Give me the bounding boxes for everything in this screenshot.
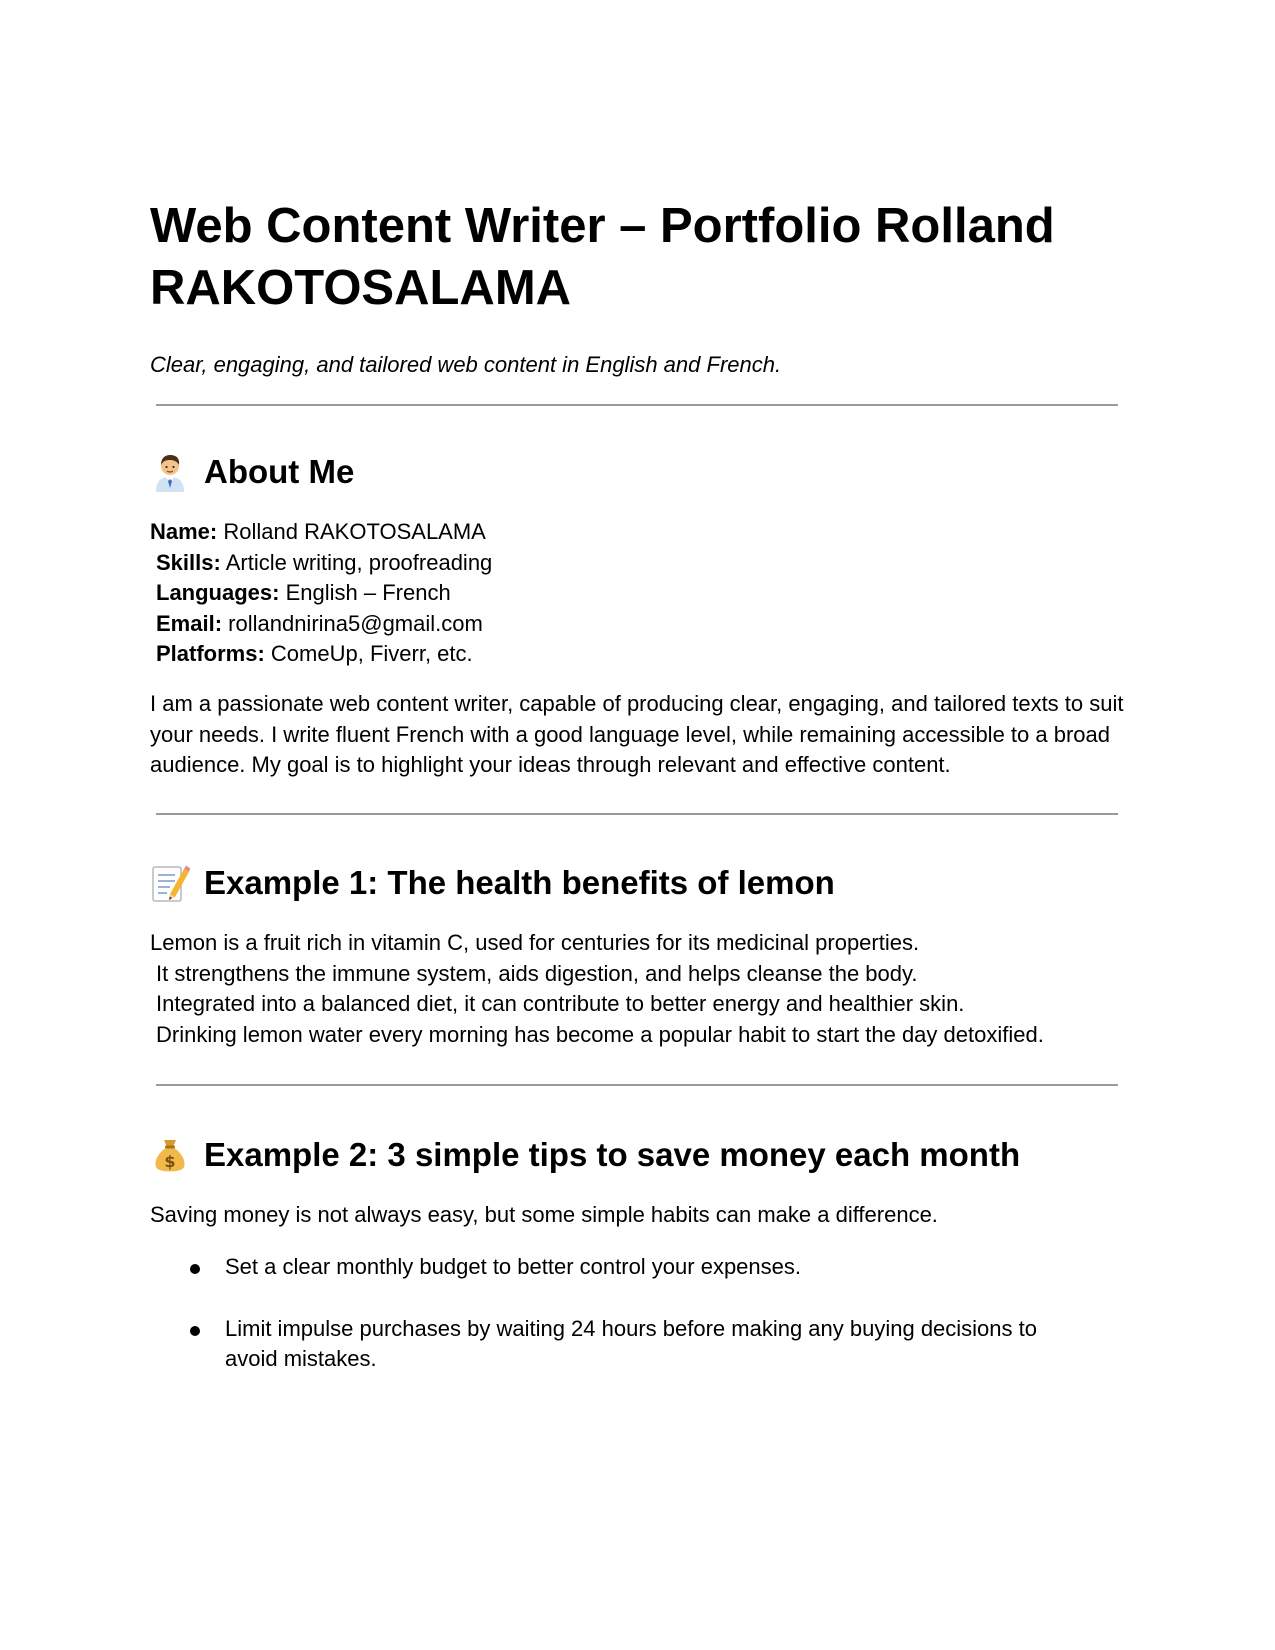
divider [156, 1084, 1118, 1086]
person-office-worker-icon [150, 452, 190, 492]
example2-heading [150, 1133, 1020, 1177]
about-heading [150, 450, 354, 494]
memo-pencil-icon [150, 863, 190, 903]
about-heading-text: About Me [204, 453, 355, 490]
list-item-text: Limit impulse purchases by waiting 24 hours before making any buying decisions to avoid mistakes. [225, 1315, 1037, 1371]
example1-line: It strengthens the immune system, aids digestion, and helps cleanse the body. [156, 960, 918, 986]
example1-line: Integrated into a balanced diet, it can contribute to better energy and healthier skin. [156, 991, 965, 1016]
example1-line: Drinking lemon water every morning has become a popular habit to start the day detoxified. [156, 1021, 1044, 1047]
example1-body [150, 928, 1044, 1050]
divider [156, 404, 1118, 406]
example1-line: Lemon is a fruit rich in vitamin C, used for centuries for its medicinal properties. [150, 930, 920, 955]
about-paragraph: I am a passionate web content writer, capable of producing clear, engaging, and tailored texts to suit your needs. I write fluent French with a good language level, while remaining accessible to a broad audience. My goal is to highlight your ideas through relevant and effective content. [150, 691, 1124, 777]
list-item [150, 1314, 1090, 1375]
money-bag-icon [150, 1135, 190, 1175]
example1-heading-text: Example 1: The health benefits of lemon [204, 864, 835, 901]
bullet-icon [190, 1326, 200, 1336]
about-fields [150, 517, 492, 670]
field-email: Email: rollandnirina5@gmail.com [156, 610, 483, 636]
list-item [150, 1252, 1090, 1283]
list-item-text: Set a clear monthly budget to better control your expenses. [225, 1254, 801, 1279]
divider [156, 813, 1118, 815]
page-subtitle: Clear, engaging, and tailored web content in English and French. [150, 352, 782, 377]
svg-text:$: $ [164, 1152, 176, 1171]
page-title: Web Content Writer – Portfolio Rolland RAKOTOSALAMA [150, 199, 1055, 315]
tips-list [150, 1252, 1090, 1406]
field-name: Name: Rolland RAKOTOSALAMA [150, 519, 486, 544]
field-languages: Languages: English – French [156, 580, 451, 605]
example2-intro: Saving money is not always easy, but some simple habits can make a difference. [150, 1202, 938, 1227]
field-skills: Skills: Article writing, proofreading [156, 549, 493, 575]
example1-heading [150, 861, 835, 905]
field-platforms: Platforms: ComeUp, Fiverr, etc. [156, 641, 473, 666]
example2-heading-text: Example 2: 3 simple tips to save money each month [204, 1136, 1021, 1173]
bullet-icon [190, 1264, 200, 1274]
